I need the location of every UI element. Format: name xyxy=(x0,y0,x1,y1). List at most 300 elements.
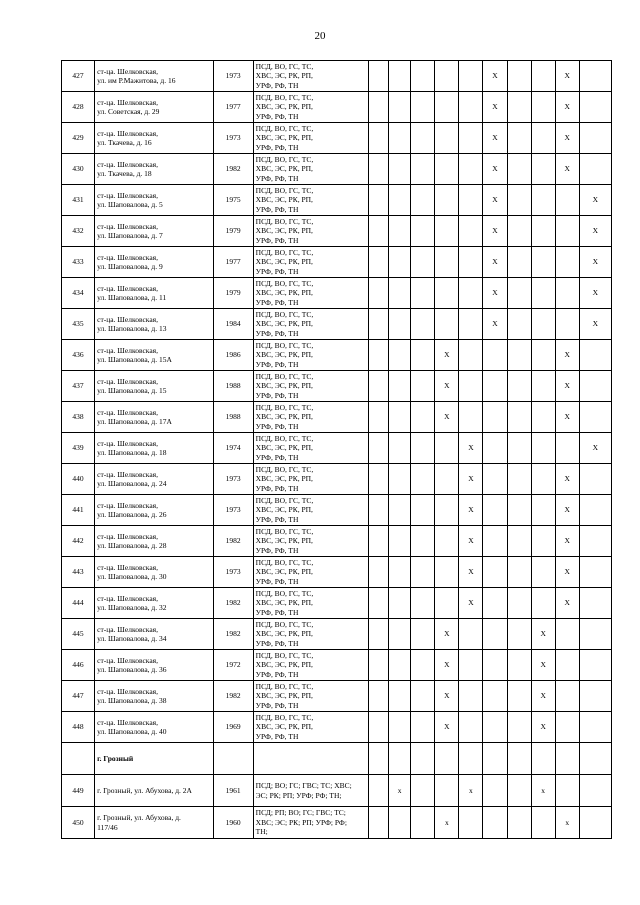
cell-line: УРФ, РФ, ТН xyxy=(255,731,299,741)
address-cell xyxy=(95,371,213,402)
address-cell xyxy=(95,712,213,743)
cell-line: УРФ, РФ, ТН xyxy=(255,80,299,90)
mark-cell xyxy=(435,185,459,216)
mark-cell xyxy=(579,61,611,92)
row-number xyxy=(62,743,95,775)
mark-cell xyxy=(389,340,411,371)
mark-cell xyxy=(531,61,555,92)
mark-cell xyxy=(507,495,531,526)
year-cell: 1969 xyxy=(213,712,253,743)
cell-line: ул. Шаповалова, д. 9 xyxy=(97,262,163,271)
table-row xyxy=(62,495,612,526)
cell-line: ст-ца. Шелковская, xyxy=(97,407,158,417)
cell-line: ст-ца. Шелковская, xyxy=(97,221,158,231)
cell-line: ПСД; ВО; ГС; ГВС; ТС; ХВС; xyxy=(255,781,352,791)
mark-cell xyxy=(411,309,435,340)
works-cell xyxy=(253,92,368,123)
year-cell: 1974 xyxy=(213,433,253,464)
table-body xyxy=(62,61,612,839)
mark-cell xyxy=(369,154,389,185)
mark-cell xyxy=(435,61,459,92)
year-cell xyxy=(213,743,253,775)
mark-cell xyxy=(459,340,483,371)
mark-cell xyxy=(507,464,531,495)
mark-cell xyxy=(411,123,435,154)
mark-cell xyxy=(389,526,411,557)
cell-line: УРФ, РФ, ТН xyxy=(255,421,299,431)
mark-cell: X xyxy=(579,433,611,464)
cell-line: ХВС, ЭС, РК, РП, xyxy=(255,195,313,205)
mark-cell xyxy=(411,216,435,247)
mark-cell xyxy=(531,433,555,464)
year-cell: 1977 xyxy=(213,92,253,123)
mark-cell xyxy=(411,712,435,743)
row-number: 439 xyxy=(62,433,95,464)
mark-cell xyxy=(555,185,579,216)
cell-line: УРФ, РФ, ТН xyxy=(255,173,299,183)
table-row xyxy=(62,402,612,433)
mark-cell: X xyxy=(435,371,459,402)
address-cell xyxy=(95,61,213,92)
mark-cell xyxy=(389,588,411,619)
cell-line: ПСД, ВО, ГС, ТС, xyxy=(255,247,314,257)
cell-line: ХВС, ЭС, РК, РП, xyxy=(255,412,313,422)
page-number: 20 xyxy=(314,30,326,42)
mark-cell xyxy=(369,588,389,619)
mark-cell xyxy=(507,154,531,185)
mark-cell xyxy=(483,402,507,433)
mark-cell xyxy=(389,433,411,464)
works-cell xyxy=(253,154,368,185)
mark-cell: X xyxy=(483,123,507,154)
cell-line: ХВС, ЭС, РК, РП, xyxy=(255,350,313,360)
works-cell xyxy=(253,743,368,775)
address-cell xyxy=(95,557,213,588)
mark-cell xyxy=(531,807,555,839)
mark-cell xyxy=(459,185,483,216)
mark-cell xyxy=(459,712,483,743)
mark-cell xyxy=(435,247,459,278)
cell-line: УРФ, РФ, ТН xyxy=(255,328,299,338)
row-number: 440 xyxy=(62,464,95,495)
mark-cell xyxy=(531,247,555,278)
table-row xyxy=(62,526,612,557)
year-cell: 1973 xyxy=(213,495,253,526)
mark-cell xyxy=(507,588,531,619)
mark-cell xyxy=(369,247,389,278)
cell-line: ул. Шаповалова, д. 30 xyxy=(97,572,167,581)
address-cell xyxy=(95,123,213,154)
mark-cell xyxy=(435,775,459,807)
mark-cell xyxy=(507,247,531,278)
cell-line: ХВС; ЭС; РК; РП; УРФ; РФ; xyxy=(255,817,347,827)
mark-cell: X xyxy=(483,278,507,309)
cell-line: УРФ, РФ, ТН xyxy=(255,452,299,462)
mark-cell xyxy=(389,807,411,839)
cell-line: 117/46 xyxy=(97,822,118,832)
mark-cell xyxy=(507,371,531,402)
row-number: 444 xyxy=(62,588,95,619)
cell-line: ст-ца. Шелковская, xyxy=(97,66,158,76)
cell-line: ХВС, ЭС, РК, РП, xyxy=(255,722,313,732)
works-cell xyxy=(253,185,368,216)
works-cell xyxy=(253,278,368,309)
mark-cell xyxy=(531,123,555,154)
mark-cell xyxy=(531,185,555,216)
mark-cell xyxy=(411,185,435,216)
mark-cell xyxy=(369,402,389,433)
cell-line: ул. Шаповалова, д. 40 xyxy=(97,727,167,736)
mark-cell xyxy=(411,154,435,185)
mark-cell: x xyxy=(531,775,555,807)
cell-line: ПСД, ВО, ГС, ТС, xyxy=(255,588,314,598)
mark-cell: X xyxy=(483,154,507,185)
cell-line: УРФ, РФ, ТН xyxy=(255,483,299,493)
cell-line: ПСД, ВО, ГС, ТС, xyxy=(255,402,314,412)
mark-cell xyxy=(435,123,459,154)
mark-cell xyxy=(411,775,435,807)
mark-cell xyxy=(369,743,389,775)
mark-cell xyxy=(531,371,555,402)
mark-cell xyxy=(579,340,611,371)
year-cell: 1979 xyxy=(213,216,253,247)
row-number: 427 xyxy=(62,61,95,92)
cell-line: ст-ца. Шелковская, xyxy=(97,562,158,572)
address-cell xyxy=(95,807,213,839)
mark-cell: X xyxy=(555,92,579,123)
cell-line: ст-ца. Шелковская, xyxy=(97,438,158,448)
mark-cell xyxy=(435,557,459,588)
address-cell xyxy=(95,650,213,681)
table-row xyxy=(62,619,612,650)
mark-cell xyxy=(459,807,483,839)
mark-cell xyxy=(483,464,507,495)
mark-cell xyxy=(411,278,435,309)
cell-line: ПСД, ВО, ГС, ТС, xyxy=(255,619,314,629)
mark-cell xyxy=(483,650,507,681)
mark-cell xyxy=(389,154,411,185)
mark-cell xyxy=(483,712,507,743)
address-cell xyxy=(95,495,213,526)
mark-cell: X xyxy=(483,247,507,278)
address-cell xyxy=(95,526,213,557)
year-cell: 1961 xyxy=(213,775,253,807)
year-cell: 1973 xyxy=(213,464,253,495)
cell-line: ХВС, ЭС, РК, РП, xyxy=(255,133,313,143)
mark-cell xyxy=(389,464,411,495)
mark-cell xyxy=(435,743,459,775)
mark-cell xyxy=(579,775,611,807)
mark-cell xyxy=(459,309,483,340)
mark-cell xyxy=(369,371,389,402)
works-cell xyxy=(253,123,368,154)
mark-cell: X xyxy=(531,681,555,712)
address-cell xyxy=(95,402,213,433)
mark-cell xyxy=(483,743,507,775)
mark-cell xyxy=(411,807,435,839)
cell-line: ул. Шаповалова, д. 26 xyxy=(97,510,167,519)
table-row xyxy=(62,588,612,619)
works-cell xyxy=(253,402,368,433)
year-cell: 1982 xyxy=(213,681,253,712)
cell-line: ПСД, ВО, ГС, ТС, xyxy=(255,154,314,164)
row-number: 447 xyxy=(62,681,95,712)
table-row xyxy=(62,154,612,185)
mark-cell: X xyxy=(579,216,611,247)
works-cell xyxy=(253,588,368,619)
mark-cell: X xyxy=(531,712,555,743)
mark-cell xyxy=(435,588,459,619)
address-cell xyxy=(95,619,213,650)
cell-line: ХВС, ЭС, РК, РП, xyxy=(255,691,313,701)
mark-cell xyxy=(579,402,611,433)
row-number: 428 xyxy=(62,92,95,123)
address-cell xyxy=(95,681,213,712)
mark-cell xyxy=(411,371,435,402)
cell-line: ст-ца. Шелковская, xyxy=(97,159,158,169)
cell-line: ст-ца. Шелковская, xyxy=(97,655,158,665)
cell-line: ул. Шаповалова, д. 36 xyxy=(97,665,167,674)
mark-cell xyxy=(459,123,483,154)
mark-cell xyxy=(411,526,435,557)
mark-cell xyxy=(507,619,531,650)
mark-cell xyxy=(435,92,459,123)
mark-cell xyxy=(369,216,389,247)
cell-line: УРФ, РФ, ТН xyxy=(255,359,299,369)
cell-line: ст-ца. Шелковская, xyxy=(97,376,158,386)
mark-cell xyxy=(411,588,435,619)
mark-cell xyxy=(579,681,611,712)
mark-cell: X xyxy=(555,526,579,557)
mark-cell: X xyxy=(483,216,507,247)
row-number: 445 xyxy=(62,619,95,650)
row-number: 446 xyxy=(62,650,95,681)
mark-cell xyxy=(389,123,411,154)
mark-cell xyxy=(531,216,555,247)
mark-cell: X xyxy=(579,247,611,278)
mark-cell xyxy=(369,433,389,464)
mark-cell xyxy=(507,807,531,839)
cell-line: ХВС, ЭС, РК, РП, xyxy=(255,598,313,608)
mark-cell xyxy=(579,495,611,526)
mark-cell xyxy=(369,123,389,154)
works-cell xyxy=(253,61,368,92)
cell-line: ул. Ткачева, д. 16 xyxy=(97,138,152,147)
mark-cell xyxy=(507,278,531,309)
mark-cell xyxy=(435,526,459,557)
mark-cell xyxy=(579,588,611,619)
mark-cell xyxy=(555,216,579,247)
cell-line: УРФ, РФ, ТН xyxy=(255,607,299,617)
cell-line: ПСД, ВО, ГС, ТС, xyxy=(255,340,314,350)
table-row xyxy=(62,681,612,712)
cell-line: ул. Шаповалова, д. 24 xyxy=(97,479,167,488)
table-row xyxy=(62,464,612,495)
mark-cell: X xyxy=(483,309,507,340)
mark-cell xyxy=(411,619,435,650)
cell-line: ХВС, ЭС, РК, РП, xyxy=(255,381,313,391)
mark-cell xyxy=(507,92,531,123)
cell-line: ЭС; РК; РП; УРФ; РФ; ТН; xyxy=(255,790,342,800)
year-cell: 1982 xyxy=(213,619,253,650)
cell-line: ул. Ткачева, д. 18 xyxy=(97,169,152,178)
mark-cell xyxy=(483,681,507,712)
cell-line: ул. Советская, д. 29 xyxy=(97,107,160,116)
mark-cell: X xyxy=(555,557,579,588)
mark-cell xyxy=(531,526,555,557)
year-cell: 1973 xyxy=(213,61,253,92)
mark-cell xyxy=(389,247,411,278)
mark-cell xyxy=(483,619,507,650)
mark-cell xyxy=(411,495,435,526)
mark-cell xyxy=(579,123,611,154)
mark-cell: X xyxy=(459,557,483,588)
mark-cell xyxy=(531,278,555,309)
works-cell xyxy=(253,557,368,588)
cell-line: ул. Шаповалова, д. 17А xyxy=(97,417,172,426)
registry-table xyxy=(61,60,612,839)
address-cell xyxy=(95,433,213,464)
mark-cell: X xyxy=(483,92,507,123)
works-cell xyxy=(253,712,368,743)
cell-line: УРФ, РФ, ТН xyxy=(255,266,299,276)
mark-cell xyxy=(507,433,531,464)
cell-line: ПСД, ВО, ГС, ТС, xyxy=(255,309,314,319)
mark-cell xyxy=(389,216,411,247)
address-cell xyxy=(95,92,213,123)
mark-cell xyxy=(411,557,435,588)
cell-line: ХВС, ЭС, РК, РП, xyxy=(255,164,313,174)
mark-cell: X xyxy=(459,526,483,557)
mark-cell: X xyxy=(459,495,483,526)
row-number: 442 xyxy=(62,526,95,557)
mark-cell xyxy=(389,557,411,588)
mark-cell xyxy=(369,464,389,495)
works-cell xyxy=(253,216,368,247)
mark-cell xyxy=(483,433,507,464)
table-row xyxy=(62,371,612,402)
mark-cell: X xyxy=(483,185,507,216)
cell-line: ул. Шаповалова, д. 28 xyxy=(97,541,167,550)
cell-line: ул. Шаповалова, д. 32 xyxy=(97,603,167,612)
table-row xyxy=(62,807,612,839)
mark-cell xyxy=(411,340,435,371)
mark-cell: X xyxy=(459,464,483,495)
address-cell xyxy=(95,309,213,340)
mark-cell xyxy=(389,712,411,743)
mark-cell xyxy=(555,681,579,712)
cell-line: ул. Шаповалова, д. 13 xyxy=(97,324,167,333)
mark-cell xyxy=(483,807,507,839)
mark-cell: X xyxy=(459,588,483,619)
mark-cell xyxy=(369,185,389,216)
works-cell xyxy=(253,371,368,402)
cell-line: ст-ца. Шелковская, xyxy=(97,686,158,696)
table-row xyxy=(62,123,612,154)
mark-cell: X xyxy=(435,340,459,371)
table-row xyxy=(62,309,612,340)
works-cell xyxy=(253,681,368,712)
row-number: 435 xyxy=(62,309,95,340)
cell-line: ст-ца. Шелковская, xyxy=(97,531,158,541)
table-row xyxy=(62,185,612,216)
mark-cell xyxy=(483,495,507,526)
year-cell: 1988 xyxy=(213,402,253,433)
cell-line: ул. Шаповалова, д. 18 xyxy=(97,448,167,457)
mark-cell xyxy=(411,402,435,433)
mark-cell xyxy=(435,278,459,309)
cell-line: ХВС, ЭС, РК, РП, xyxy=(255,660,313,670)
mark-cell xyxy=(389,371,411,402)
mark-cell xyxy=(531,743,555,775)
cell-line: ул. Шаповалова, д. 5 xyxy=(97,200,163,209)
cell-line: УРФ, РФ, ТН xyxy=(255,390,299,400)
row-number: 438 xyxy=(62,402,95,433)
mark-cell xyxy=(369,495,389,526)
mark-cell xyxy=(389,61,411,92)
mark-cell xyxy=(435,464,459,495)
mark-cell xyxy=(507,743,531,775)
cell-line: ХВС, ЭС, РК, РП, xyxy=(255,505,313,515)
mark-cell xyxy=(411,743,435,775)
cell-line: ХВС, ЭС, РК, РП, xyxy=(255,288,313,298)
mark-cell xyxy=(459,681,483,712)
works-cell xyxy=(253,247,368,278)
mark-cell xyxy=(369,807,389,839)
mark-cell xyxy=(507,340,531,371)
table-row xyxy=(62,61,612,92)
mark-cell xyxy=(459,743,483,775)
mark-cell: X xyxy=(483,61,507,92)
mark-cell xyxy=(369,775,389,807)
mark-cell xyxy=(411,433,435,464)
year-cell: 1982 xyxy=(213,526,253,557)
cell-line: ПСД, ВО, ГС, ТС, xyxy=(255,712,314,722)
mark-cell xyxy=(555,619,579,650)
year-cell: 1975 xyxy=(213,185,253,216)
mark-cell xyxy=(411,464,435,495)
cell-line: ПСД, ВО, ГС, ТС, xyxy=(255,557,314,567)
mark-cell xyxy=(369,278,389,309)
mark-cell xyxy=(411,650,435,681)
mark-cell xyxy=(459,216,483,247)
cell-line: УРФ, РФ, ТН xyxy=(255,142,299,152)
mark-cell xyxy=(507,650,531,681)
mark-cell xyxy=(531,495,555,526)
mark-cell: X xyxy=(579,309,611,340)
section-title: г. Грозный xyxy=(95,743,213,775)
cell-line: ст-ца. Шелковская, xyxy=(97,345,158,355)
row-number: 429 xyxy=(62,123,95,154)
table-row xyxy=(62,557,612,588)
works-cell xyxy=(253,526,368,557)
cell-line: ПСД, ВО, ГС, ТС, xyxy=(255,650,314,660)
mark-cell xyxy=(579,619,611,650)
mark-cell xyxy=(435,154,459,185)
mark-cell xyxy=(555,743,579,775)
works-cell xyxy=(253,433,368,464)
mark-cell xyxy=(389,402,411,433)
works-cell xyxy=(253,807,368,839)
mark-cell xyxy=(507,216,531,247)
works-cell xyxy=(253,775,368,807)
mark-cell xyxy=(531,464,555,495)
year-cell: 1977 xyxy=(213,247,253,278)
works-cell xyxy=(253,650,368,681)
cell-line: УРФ, РФ, ТН xyxy=(255,514,299,524)
mark-cell: X xyxy=(579,278,611,309)
mark-cell xyxy=(389,278,411,309)
